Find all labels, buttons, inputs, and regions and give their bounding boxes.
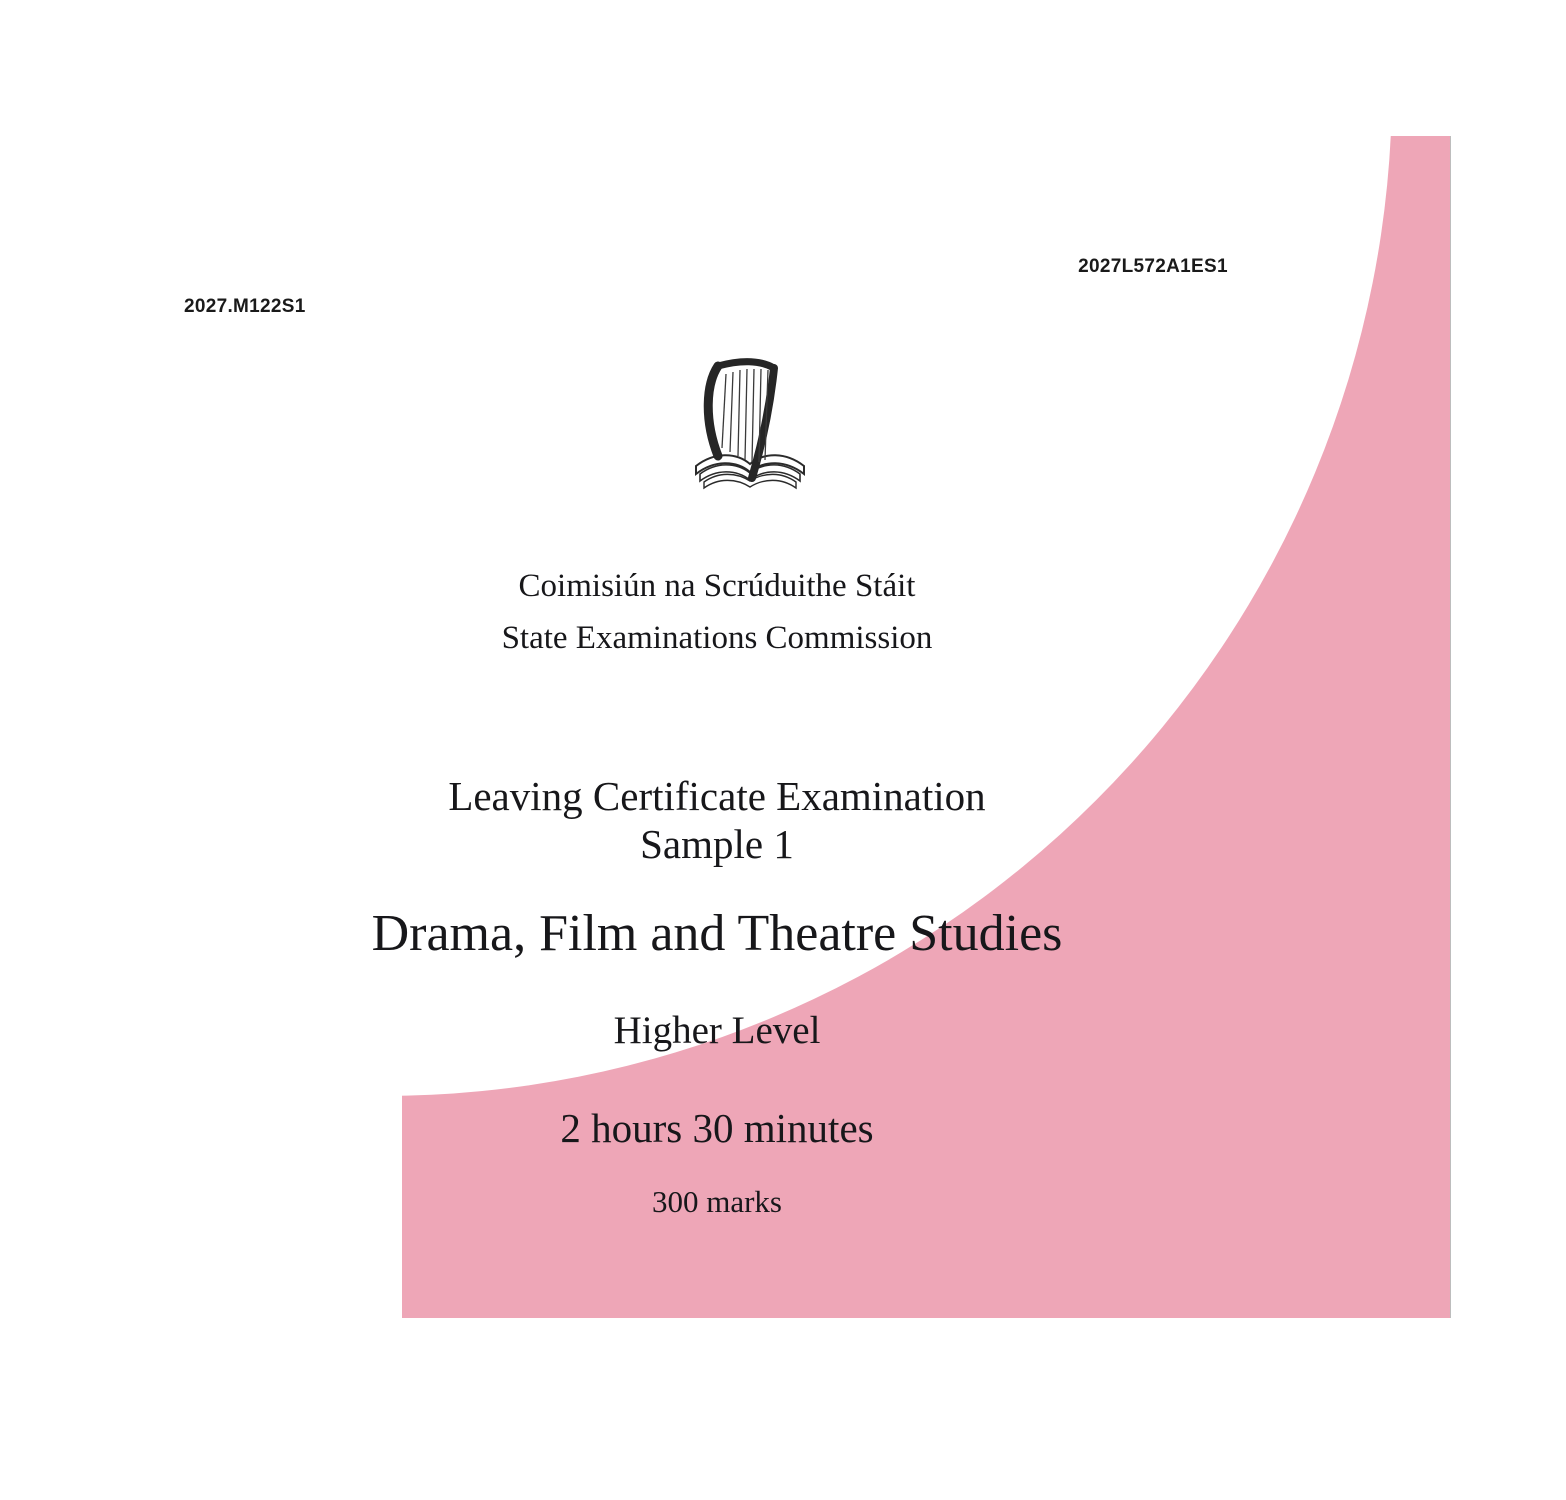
exam-title-line-1: Leaving Certificate Examination [448, 773, 986, 819]
harp-book-logo [688, 348, 818, 508]
organisation-name-english: State Examinations Commission [501, 620, 933, 656]
exam-paper-cover [52, 136, 1451, 1318]
paper-code-box [987, 206, 1319, 338]
total-marks: 300 marks [651, 1184, 782, 1219]
exam-duration: 2 hours 30 minutes [560, 1105, 874, 1151]
subject-title: Drama, Film and Theatre Studies [371, 905, 1063, 962]
exam-level: Higher Level [613, 1009, 821, 1052]
exam-code: 2027.M122S1 [184, 296, 306, 317]
paper-code-label: 2027L572A1ES1 [1078, 256, 1228, 277]
organisation-name-irish: Coimisiún na Scrúduithe Stáit [518, 568, 916, 604]
exam-title [52, 772, 1382, 868]
exam-title-line-2: Sample 1 [640, 821, 794, 867]
